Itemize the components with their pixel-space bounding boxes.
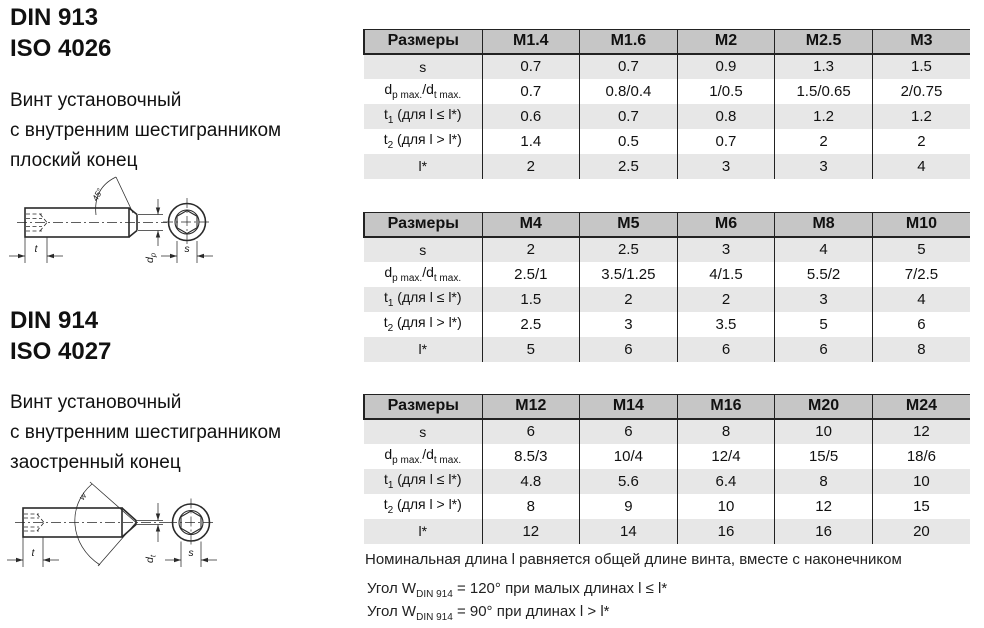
table-cell: 6	[677, 337, 775, 362]
table-cell: 8	[677, 419, 775, 444]
table-cell: 0.9	[677, 54, 775, 79]
table-cell: 5	[775, 312, 873, 337]
column-header: M5	[580, 213, 678, 237]
tip-diameter-dimension	[136, 503, 163, 563]
table-cell: 16	[677, 519, 775, 544]
table-cell: 4	[775, 237, 873, 262]
table-cell: 3	[775, 154, 873, 179]
column-header: M1.6	[580, 30, 678, 54]
table-cell: 14	[580, 519, 678, 544]
table-cell: 3.5/1.25	[580, 262, 678, 287]
column-header: M24	[872, 395, 970, 419]
column-header: M16	[677, 395, 775, 419]
din-913-title: DIN 913	[10, 4, 99, 31]
table-cell: 12	[872, 419, 970, 444]
row-label: $t_2$ (для l > l*)	[383, 496, 462, 516]
table-cell: 1.5	[872, 54, 970, 79]
table-cell: 3.5	[677, 312, 775, 337]
table-cell: 8	[775, 469, 873, 494]
table-header-row	[364, 30, 970, 54]
technical-drawing-cone-point	[5, 475, 240, 600]
dimensions-table-medium-sizes	[363, 212, 970, 362]
tip-diameter-sub: t	[148, 555, 158, 558]
table-row	[364, 154, 970, 179]
table-cell: 2.5/1	[482, 262, 580, 287]
tip-diameter-label	[144, 253, 158, 263]
table-cell: 0.7	[482, 54, 580, 79]
table-cell: 6	[872, 312, 970, 337]
table-cell: 3	[775, 287, 873, 312]
table-cell: 6.4	[677, 469, 775, 494]
table-cell: 12/4	[677, 444, 775, 469]
end-view	[167, 499, 215, 547]
table-cell: 6	[580, 419, 678, 444]
table-cell: 0.8	[677, 104, 775, 129]
column-header: M2.5	[775, 30, 873, 54]
table-cell: 1.5	[482, 287, 580, 312]
table-cell: 4	[872, 287, 970, 312]
tip-diameter-dimension	[138, 199, 163, 263]
table-cell: 2.5	[580, 154, 678, 179]
dimensions-table-small-sizes	[363, 29, 970, 179]
table-cell: 1/0.5	[677, 79, 775, 104]
note-angle-90: Угол $W_{DIN 914} = 90^\circ$ при длинах l > l*	[367, 603, 610, 623]
cone-angle-label: w	[76, 490, 89, 502]
table-row	[364, 519, 970, 544]
table-cell: 2.5	[580, 237, 678, 262]
row-label: s	[419, 58, 427, 75]
table-cell: 7/2.5	[872, 262, 970, 287]
table-cell: 15/5	[775, 444, 873, 469]
table-cell: 1.4	[482, 129, 580, 154]
column-header: M20	[775, 395, 873, 419]
description-line: заостренный конец	[10, 452, 181, 473]
technical-drawing-flat-point	[5, 168, 240, 273]
table-cell: 8	[482, 494, 580, 519]
chamfer-angle-label: 45°	[89, 186, 105, 203]
corner-header: Размеры	[364, 213, 482, 237]
table-cell: 5	[482, 337, 580, 362]
table-row	[364, 337, 970, 362]
table-cell: 9	[580, 494, 678, 519]
table-cell: 3	[677, 237, 775, 262]
table-cell: 5	[872, 237, 970, 262]
row-label: $d_{p max.}/d_{t max.}$	[384, 446, 462, 466]
tip-diameter-sub: p	[148, 252, 158, 258]
table-cell: 1.2	[872, 104, 970, 129]
corner-header: Размеры	[364, 395, 482, 419]
description-line: с внутренним шестигранником	[10, 120, 282, 141]
table-cell: 6	[580, 337, 678, 362]
table-cell: 2	[580, 287, 678, 312]
table-cell: 2	[872, 129, 970, 154]
table-cell: 0.6	[482, 104, 580, 129]
iso-4027-title: ISO 4027	[10, 338, 112, 365]
hex-size-dimension	[161, 241, 213, 263]
table-cell: 2	[677, 287, 775, 312]
socket-depth-label: t	[34, 243, 38, 255]
table-cell: 8	[872, 337, 970, 362]
table-cell: 12	[482, 519, 580, 544]
table-cell: 18/6	[872, 444, 970, 469]
table-cell: 0.5	[580, 129, 678, 154]
table-header-row	[364, 395, 970, 419]
table-row	[364, 444, 970, 469]
table-cell: 16	[775, 519, 873, 544]
table-header-row	[364, 213, 970, 237]
table-row	[364, 129, 970, 154]
table-cell: 0.7	[677, 129, 775, 154]
description-din913	[10, 86, 360, 176]
row-label: s	[419, 423, 427, 440]
table-cell: 10/4	[580, 444, 678, 469]
description-line: Винт установочный	[10, 392, 182, 413]
row-label: $t_2$ (для l > l*)	[383, 314, 462, 334]
table-row	[364, 104, 970, 129]
table-cell: 15	[872, 494, 970, 519]
table-cell: 0.7	[580, 104, 678, 129]
table-cell: 12	[775, 494, 873, 519]
table-cell: 5.6	[580, 469, 678, 494]
tip-diameter-main: d	[144, 557, 156, 563]
table-cell: 0.7	[580, 54, 678, 79]
row-label: s	[419, 241, 427, 258]
column-header: M1.4	[482, 30, 580, 54]
table-cell: 0.8/0.4	[580, 79, 678, 104]
table-row	[364, 262, 970, 287]
table-cell: 3	[677, 154, 775, 179]
iso-4026-title: ISO 4026	[10, 35, 112, 62]
column-header: M4	[482, 213, 580, 237]
row-label: l*	[418, 523, 428, 539]
column-header: M10	[872, 213, 970, 237]
tip-diameter-label	[144, 554, 158, 563]
description-line: с внутренним шестигранником	[10, 422, 282, 443]
hex-size-label: s	[184, 243, 190, 255]
dimensions-table-large-sizes	[363, 394, 970, 544]
row-label: $t_2$ (для l > l*)	[383, 131, 462, 151]
description-din914	[10, 388, 360, 478]
row-label: l*	[418, 158, 428, 174]
din-914-title: DIN 914	[10, 307, 99, 334]
end-view	[163, 198, 211, 246]
table-cell: 2	[482, 237, 580, 262]
table-cell: 10	[677, 494, 775, 519]
column-header: M3	[872, 30, 970, 54]
table-row	[364, 287, 970, 312]
hex-size-dimension	[165, 542, 217, 568]
row-label: $t_1$ (для l ≤ l*)	[383, 289, 462, 309]
table-row	[364, 419, 970, 444]
socket-depth-dimension	[7, 537, 59, 567]
table-cell: 1.5/0.65	[775, 79, 873, 104]
table-cell: 4/1.5	[677, 262, 775, 287]
hex-size-label: s	[188, 547, 194, 559]
row-label: $d_{p max.}/d_{t max.}$	[384, 264, 462, 284]
cone-angle-annotation	[75, 482, 136, 566]
socket-depth-dimension	[9, 237, 63, 263]
column-header: M14	[580, 395, 678, 419]
table-cell: 10	[775, 419, 873, 444]
table-row	[364, 469, 970, 494]
table-cell: 0.7	[482, 79, 580, 104]
table-cell: 10	[872, 469, 970, 494]
note-angle-120: Угол $W_{DIN 914} = 120^\circ$ при малых длинах l ≤ l*	[367, 580, 668, 600]
note-nominal-length: Номинальная длина l равняется общей длине винта, вместе с наконечником	[365, 551, 902, 568]
table-cell: 8.5/3	[482, 444, 580, 469]
table-row	[364, 494, 970, 519]
table-cell: 5.5/2	[775, 262, 873, 287]
column-header: M8	[775, 213, 873, 237]
table-cell: 2.5	[482, 312, 580, 337]
column-header: M2	[677, 30, 775, 54]
column-header: M6	[677, 213, 775, 237]
column-header: M12	[482, 395, 580, 419]
table-cell: 20	[872, 519, 970, 544]
table-row	[364, 237, 970, 262]
corner-header: Размеры	[364, 30, 482, 54]
tip-diameter-main: d	[144, 257, 156, 264]
table-row	[364, 79, 970, 104]
table-cell: 2/0.75	[872, 79, 970, 104]
table-cell: 4	[872, 154, 970, 179]
table-cell: 2	[482, 154, 580, 179]
table-cell: 1.2	[775, 104, 873, 129]
chamfer-angle-annotation	[90, 177, 133, 215]
table-cell: 2	[775, 129, 873, 154]
table-cell: 3	[580, 312, 678, 337]
row-label: l*	[418, 341, 428, 357]
row-label: $t_1$ (для l ≤ l*)	[383, 106, 462, 126]
description-line: Винт установочный	[10, 90, 182, 111]
table-row	[364, 312, 970, 337]
table-cell: 6	[482, 419, 580, 444]
description-line: плоский конец	[10, 150, 138, 171]
table-cell: 1.3	[775, 54, 873, 79]
table-row	[364, 54, 970, 79]
table-cell: 6	[775, 337, 873, 362]
row-label: $t_1$ (для l ≤ l*)	[383, 471, 462, 491]
socket-depth-label: t	[31, 547, 35, 559]
spec-block-din913	[10, 2, 360, 64]
row-label: $d_{p max.}/d_{t max.}$	[384, 81, 462, 101]
table-cell: 4.8	[482, 469, 580, 494]
